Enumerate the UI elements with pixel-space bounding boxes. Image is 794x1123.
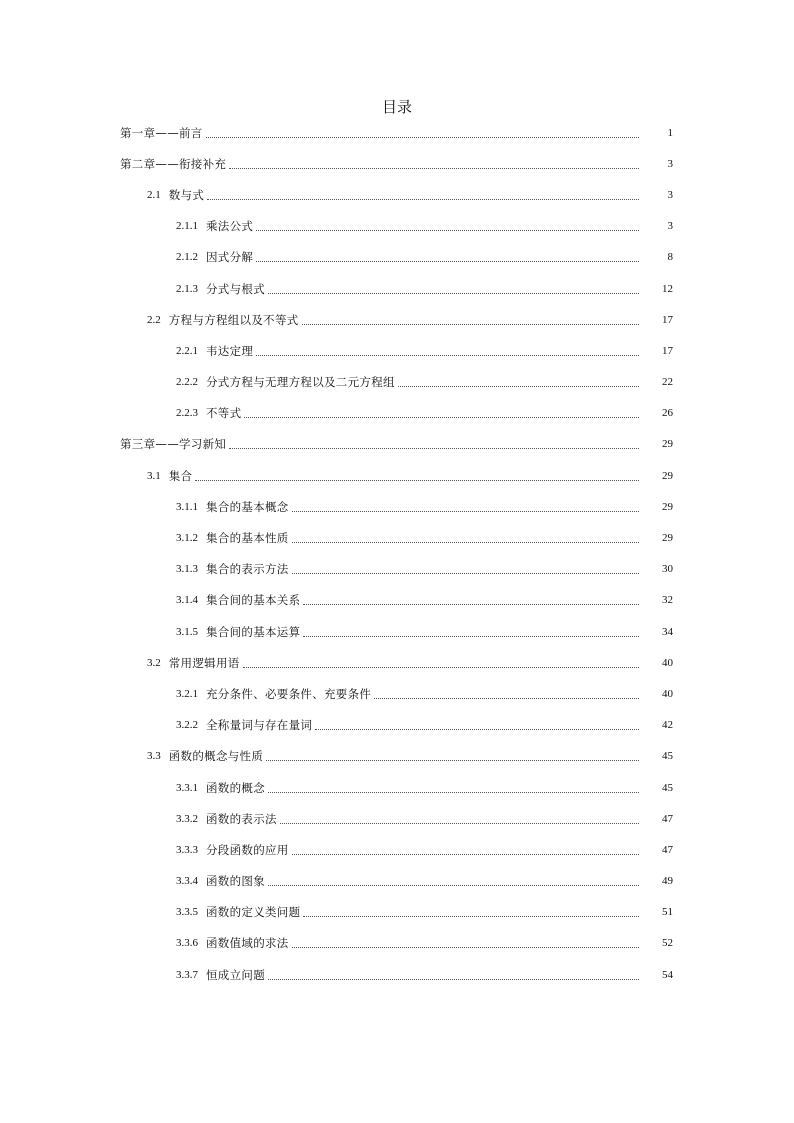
toc-entry-page: 45 bbox=[662, 750, 673, 763]
toc-entry[interactable] bbox=[0, 148, 794, 179]
toc-entry-page: 45 bbox=[662, 781, 673, 794]
toc-entry-number: 3.3.5 bbox=[176, 906, 198, 919]
table-of-contents bbox=[0, 117, 794, 990]
toc-entry-number: 3.2.2 bbox=[176, 719, 198, 732]
toc-entry-label: 韦达定理 bbox=[206, 343, 254, 358]
toc-entry[interactable] bbox=[0, 585, 794, 616]
toc-entry[interactable] bbox=[0, 117, 794, 148]
dot-leader bbox=[195, 479, 639, 481]
toc-entry[interactable] bbox=[0, 460, 794, 491]
dot-leader bbox=[292, 853, 639, 855]
toc-entry-number: 2.1.1 bbox=[176, 220, 198, 233]
toc-entry-page: 29 bbox=[662, 500, 673, 513]
toc-entry-page: 8 bbox=[667, 251, 673, 264]
toc-title: 目录 bbox=[381, 98, 412, 116]
toc-entry-number: 3.1.1 bbox=[176, 500, 198, 513]
dot-leader bbox=[292, 946, 639, 948]
toc-entry-number: 2.1 bbox=[147, 188, 161, 201]
toc-entry-page: 1 bbox=[667, 126, 673, 139]
toc-entry-number: 3.1.5 bbox=[176, 625, 198, 638]
toc-entry[interactable] bbox=[0, 803, 794, 834]
dot-leader bbox=[315, 728, 639, 730]
toc-entry-label: 函数的概念 bbox=[206, 780, 265, 795]
toc-entry[interactable] bbox=[0, 959, 794, 990]
toc-entry-page: 29 bbox=[662, 438, 673, 451]
toc-entry-number: 2.1.3 bbox=[176, 282, 198, 295]
toc-entry[interactable] bbox=[0, 710, 794, 741]
dot-leader bbox=[268, 791, 639, 793]
toc-entry-label: 函数的定义类问题 bbox=[206, 905, 301, 920]
toc-entry-number: 3.2 bbox=[147, 656, 161, 669]
toc-entry-number: 3.1.3 bbox=[176, 563, 198, 576]
toc-entry-number: 3.1 bbox=[147, 469, 161, 482]
toc-entry-number: 3.3 bbox=[147, 750, 161, 763]
toc-entry-page: 52 bbox=[662, 937, 673, 950]
toc-entry-number: 2.2.1 bbox=[176, 344, 198, 357]
toc-entry-number: 3.3.7 bbox=[176, 968, 198, 981]
toc-entry-page: 40 bbox=[662, 687, 673, 700]
toc-entry-number: 3.1.2 bbox=[176, 532, 198, 545]
toc-entry[interactable] bbox=[0, 491, 794, 522]
toc-entry-label: 方程与方程组以及不等式 bbox=[168, 312, 299, 327]
toc-entry[interactable] bbox=[0, 866, 794, 897]
toc-entry[interactable] bbox=[0, 834, 794, 865]
toc-entry[interactable] bbox=[0, 772, 794, 803]
toc-entry-label: 分式方程与无理方程以及二元方程组 bbox=[206, 375, 395, 390]
toc-entry-label: 集合间的基本运算 bbox=[206, 624, 301, 639]
dot-leader bbox=[303, 635, 639, 637]
toc-entry[interactable] bbox=[0, 398, 794, 429]
toc-entry[interactable] bbox=[0, 616, 794, 647]
toc-entry-label: 因式分解 bbox=[206, 250, 254, 265]
toc-entry-number: 3.1.4 bbox=[176, 594, 198, 607]
toc-entry[interactable] bbox=[0, 522, 794, 553]
toc-entry-label: 集合间的基本关系 bbox=[206, 593, 301, 608]
dot-leader bbox=[292, 510, 639, 512]
toc-entry-page: 34 bbox=[662, 625, 673, 638]
dot-leader bbox=[256, 354, 639, 356]
toc-entry-label: 恒成立问题 bbox=[206, 967, 265, 982]
toc-entry-page: 54 bbox=[662, 968, 673, 981]
toc-entry-label: 集合的表示方法 bbox=[206, 562, 289, 577]
toc-entry-label: 集合的基本性质 bbox=[206, 531, 289, 546]
toc-entry-page: 3 bbox=[667, 220, 673, 233]
dot-leader bbox=[374, 697, 639, 699]
toc-entry-label: 第三章——学习新知 bbox=[120, 437, 227, 452]
toc-entry-label: 不等式 bbox=[206, 406, 242, 421]
toc-entry[interactable] bbox=[0, 179, 794, 210]
toc-entry[interactable] bbox=[0, 242, 794, 273]
dot-leader bbox=[266, 759, 639, 761]
dot-leader bbox=[229, 447, 639, 449]
dot-leader bbox=[292, 541, 639, 543]
toc-entry-page: 12 bbox=[662, 282, 673, 295]
dot-leader bbox=[303, 915, 639, 917]
dot-leader bbox=[229, 167, 639, 169]
toc-entry-label: 充分条件、必要条件、充要条件 bbox=[206, 686, 372, 701]
toc-entry-label: 第一章——前言 bbox=[120, 125, 203, 140]
toc-entry-number: 2.2.3 bbox=[176, 407, 198, 420]
toc-entry-label: 集合的基本概念 bbox=[206, 499, 289, 514]
toc-entry-label: 常用逻辑用语 bbox=[168, 655, 240, 670]
toc-entry-page: 3 bbox=[667, 188, 673, 201]
toc-entry-page: 22 bbox=[662, 376, 673, 389]
toc-entry[interactable] bbox=[0, 897, 794, 928]
toc-entry-label: 乘法公式 bbox=[206, 219, 254, 234]
toc-entry-number: 3.3.1 bbox=[176, 781, 198, 794]
dot-leader bbox=[280, 822, 639, 824]
toc-entry[interactable] bbox=[0, 304, 794, 335]
toc-entry-page: 29 bbox=[662, 469, 673, 482]
toc-entry[interactable] bbox=[0, 429, 794, 460]
toc-entry-number: 3.3.2 bbox=[176, 812, 198, 825]
toc-entry[interactable] bbox=[0, 741, 794, 772]
toc-entry-label: 集合 bbox=[168, 468, 193, 483]
toc-entry-page: 40 bbox=[662, 656, 673, 669]
toc-entry-page: 47 bbox=[662, 843, 673, 856]
dot-leader bbox=[268, 292, 639, 294]
toc-entry-label: 分式与根式 bbox=[206, 281, 265, 296]
toc-entry-page: 29 bbox=[662, 532, 673, 545]
toc-entry-page: 30 bbox=[662, 563, 673, 576]
dot-leader bbox=[268, 884, 639, 886]
toc-entry-number: 3.3.4 bbox=[176, 875, 198, 888]
toc-entry-number: 3.2.1 bbox=[176, 687, 198, 700]
toc-entry[interactable] bbox=[0, 678, 794, 709]
toc-entry-page: 32 bbox=[662, 594, 673, 607]
toc-entry-number: 3.3.6 bbox=[176, 937, 198, 950]
toc-entry-label: 函数的概念与性质 bbox=[168, 749, 264, 764]
toc-entry-number: 3.3.3 bbox=[176, 843, 198, 856]
toc-entry[interactable] bbox=[0, 273, 794, 304]
dot-leader bbox=[243, 666, 639, 668]
dot-leader bbox=[256, 229, 639, 231]
toc-entry-page: 42 bbox=[662, 719, 673, 732]
toc-entry-label: 数与式 bbox=[168, 187, 205, 202]
toc-entry-label: 函数的图象 bbox=[206, 874, 265, 889]
toc-entry[interactable] bbox=[0, 367, 794, 398]
dot-leader bbox=[302, 323, 639, 325]
dot-leader bbox=[256, 260, 639, 262]
toc-entry-page: 3 bbox=[667, 157, 673, 170]
toc-entry-label: 分段函数的应用 bbox=[206, 842, 289, 857]
toc-entry-label: 函数值域的求法 bbox=[206, 936, 289, 951]
dot-leader bbox=[206, 136, 639, 138]
toc-entry-label: 函数的表示法 bbox=[206, 811, 277, 826]
toc-entry-number: 2.1.2 bbox=[176, 251, 198, 264]
dot-leader bbox=[398, 385, 639, 387]
toc-entry-number: 2.2 bbox=[147, 313, 161, 326]
toc-entry-number: 2.2.2 bbox=[176, 376, 198, 389]
toc-entry[interactable] bbox=[0, 211, 794, 242]
toc-entry-page: 47 bbox=[662, 812, 673, 825]
dot-leader bbox=[207, 198, 639, 200]
dot-leader bbox=[303, 603, 639, 605]
toc-entry[interactable] bbox=[0, 928, 794, 959]
toc-entry[interactable] bbox=[0, 647, 794, 678]
toc-entry-label: 全称量词与存在量词 bbox=[206, 718, 313, 733]
toc-entry-page: 17 bbox=[662, 313, 673, 326]
toc-entry[interactable] bbox=[0, 335, 794, 366]
toc-entry-page: 51 bbox=[662, 906, 673, 919]
toc-entry-label: 第二章——衔接补充 bbox=[120, 156, 227, 171]
dot-leader bbox=[244, 416, 639, 418]
dot-leader bbox=[268, 978, 639, 980]
dot-leader bbox=[292, 572, 639, 574]
toc-entry-page: 49 bbox=[662, 875, 673, 888]
toc-entry[interactable] bbox=[0, 554, 794, 585]
toc-entry-page: 17 bbox=[662, 344, 673, 357]
toc-entry-page: 26 bbox=[662, 407, 673, 420]
